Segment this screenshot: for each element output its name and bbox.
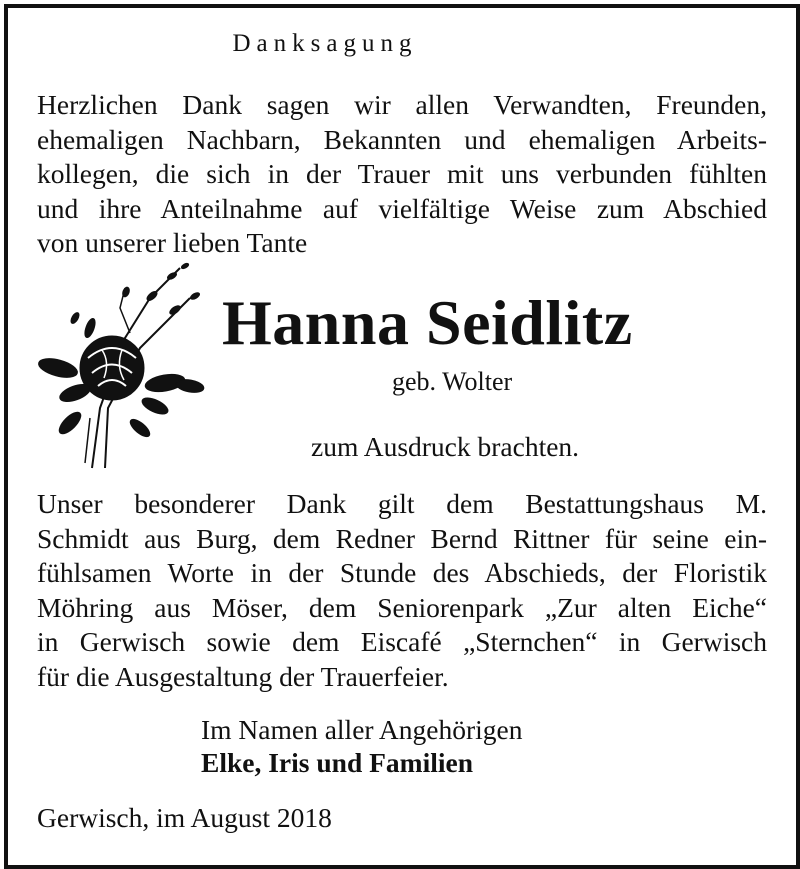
- place-date: Gerwisch, im August 2018: [37, 802, 332, 833]
- intro-paragraph: [37, 88, 767, 261]
- deceased-name: Hanna Seidlitz: [222, 287, 633, 358]
- thanks-line: Möhring aus Möser, dem Seniorenpark „Zur alten Eiche“: [37, 591, 767, 623]
- birth-name: geb. Wolter: [392, 367, 513, 396]
- thanks-line: für die Ausgestaltung der Trauerfeier.: [37, 660, 449, 692]
- rose-icon: [30, 258, 210, 473]
- expression-text: zum Ausdruck brachten.: [311, 431, 580, 462]
- intro-line: und ihre Anteilnahme auf vielfältige Weise zum Abschied: [37, 192, 767, 224]
- notice-title: Danksagung: [232, 30, 418, 57]
- intro-line: ehemaligen Nachbarn, Bekannten und ehemaligen Arbeits-: [37, 123, 767, 155]
- family-names: Elke, Iris und Familien: [201, 747, 473, 778]
- intro-line: kollegen, die sich in der Trauer mit uns verbunden fühlten: [37, 158, 767, 189]
- thanks-line: in Gerwisch sowie dem Eiscafé „Sternchen“ in Gerwisch: [37, 626, 767, 657]
- thanks-line: Schmidt aus Burg, dem Redner Bernd Rittner für seine ein-: [37, 522, 767, 554]
- intro-line: Herzlichen Dank sagen wir allen Verwandten, Freunden,: [37, 89, 767, 120]
- thanks-paragraph: [37, 487, 767, 694]
- on-behalf-text: Im Namen aller Angehörigen: [201, 714, 523, 745]
- thanks-line: Unser besonderer Dank gilt dem Bestattungshaus M.: [37, 488, 767, 519]
- thanks-line: fühlsamen Worte in der Stunde des Abschieds, der Floristik: [37, 557, 767, 588]
- intro-line: von unserer lieben Tante: [37, 227, 308, 258]
